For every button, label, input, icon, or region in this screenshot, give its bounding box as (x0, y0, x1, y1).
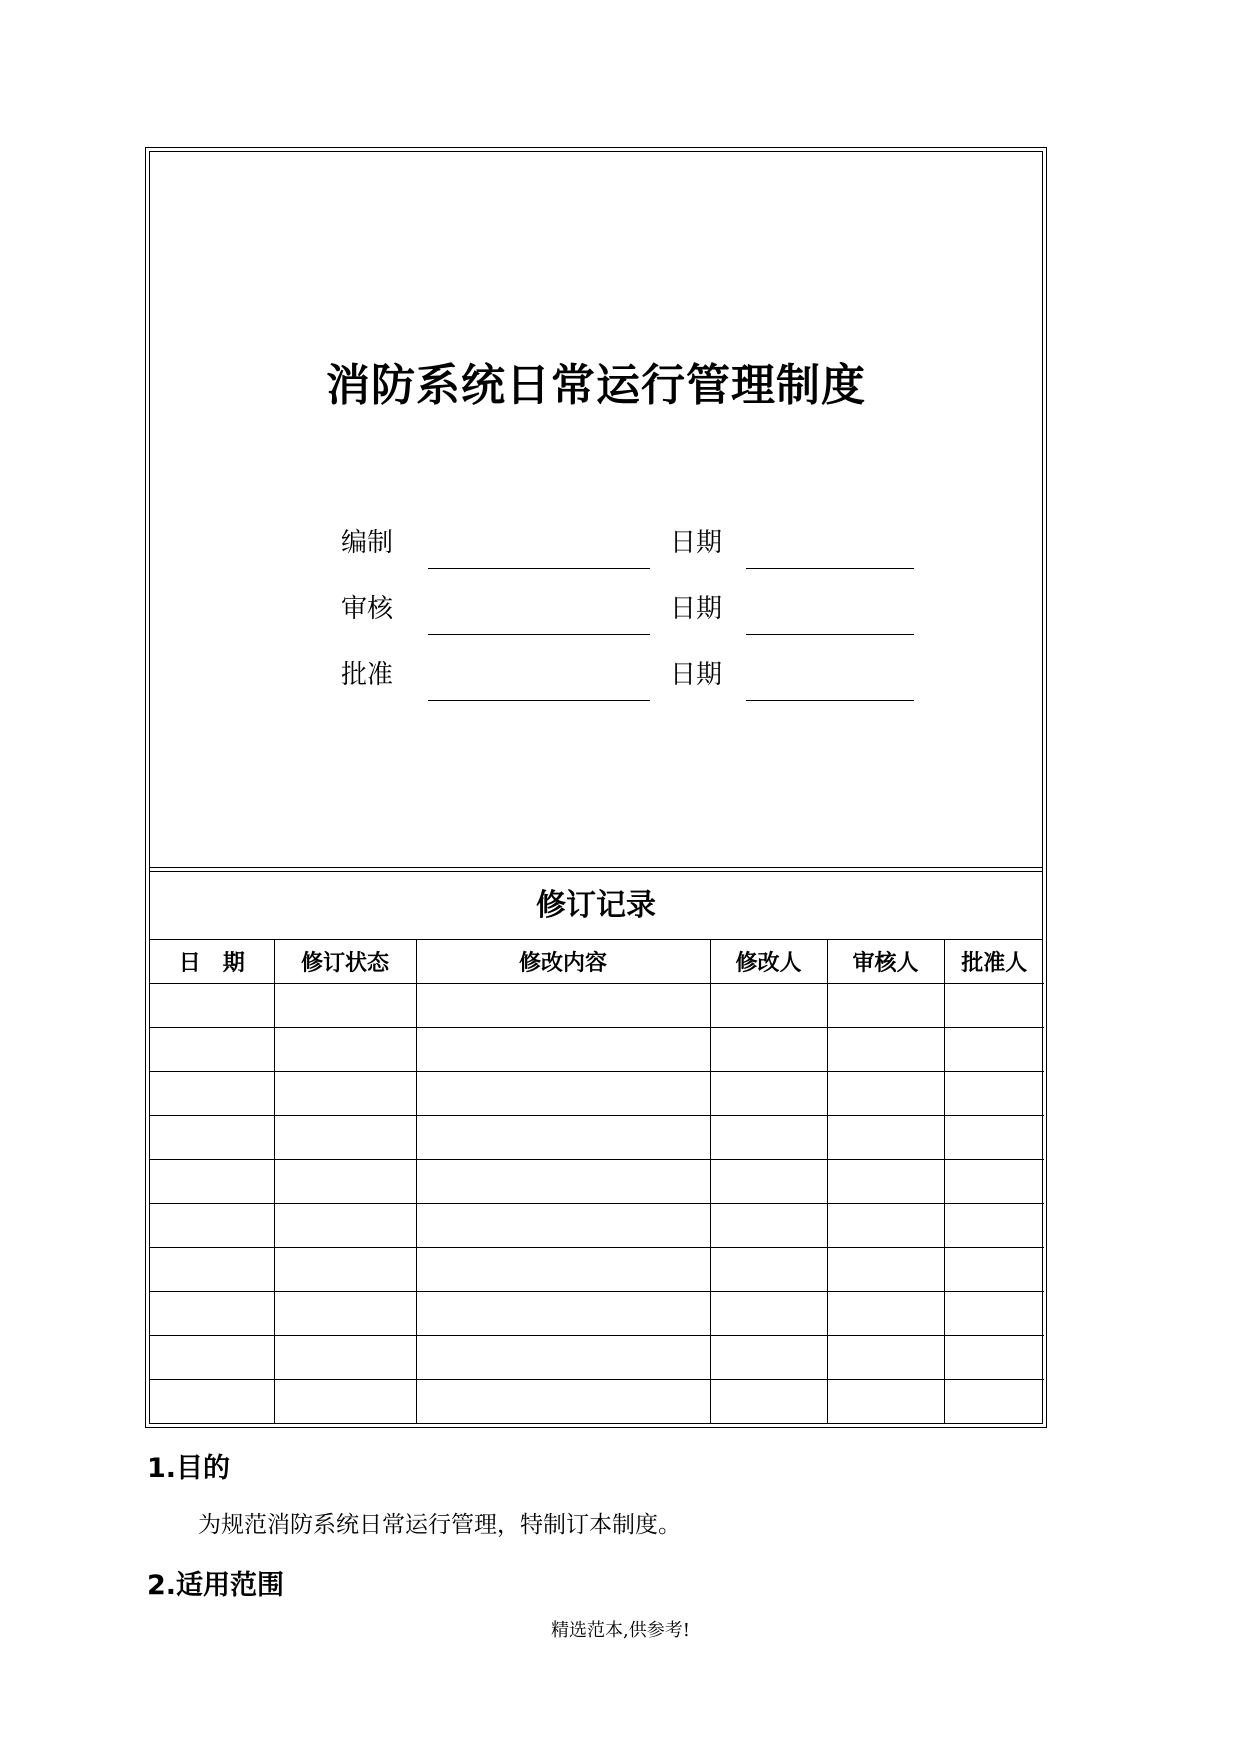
table-cell[interactable] (710, 1291, 827, 1335)
cover-section (150, 152, 1042, 868)
table-cell[interactable] (827, 983, 944, 1027)
date-label: 日期 (670, 594, 723, 624)
table-cell[interactable] (827, 1203, 944, 1247)
column-header-date: 日 期 (150, 940, 274, 983)
revision-table-body (150, 983, 1044, 1423)
document-title: 消防系统日常运行管理制度 (326, 360, 866, 411)
table-cell[interactable] (274, 1159, 416, 1203)
table-cell[interactable] (710, 1159, 827, 1203)
section-heading-scope: 2.适用范围 (147, 1570, 285, 1601)
table-cell[interactable] (416, 1379, 710, 1423)
date-label: 日期 (670, 660, 723, 690)
table-header-row (150, 940, 1044, 983)
table-cell[interactable] (416, 1115, 710, 1159)
table-cell[interactable] (150, 1159, 274, 1203)
table-cell[interactable] (827, 1115, 944, 1159)
table-cell[interactable] (944, 1115, 1044, 1159)
signature-label: 审核 (341, 594, 394, 624)
table-row (150, 1291, 1044, 1335)
signature-label: 批准 (341, 660, 394, 690)
table-cell[interactable] (150, 1027, 274, 1071)
table-cell[interactable] (274, 1203, 416, 1247)
date-label: 日期 (670, 528, 723, 558)
revision-table (150, 940, 1044, 1423)
column-header-reviewer: 审核人 (827, 940, 944, 983)
table-cell[interactable] (710, 1027, 827, 1071)
table-cell[interactable] (827, 1291, 944, 1335)
table-cell[interactable] (416, 1203, 710, 1247)
column-header-content: 修改内容 (416, 940, 710, 983)
table-cell[interactable] (150, 1115, 274, 1159)
table-cell[interactable] (274, 1071, 416, 1115)
date-line[interactable] (746, 634, 914, 635)
table-cell[interactable] (827, 1027, 944, 1071)
date-line[interactable] (746, 568, 914, 569)
table-cell[interactable] (944, 983, 1044, 1027)
date-line[interactable] (746, 700, 914, 701)
document-frame-inner (149, 151, 1043, 1424)
table-cell[interactable] (710, 1115, 827, 1159)
table-cell[interactable] (944, 1247, 1044, 1291)
revision-record-title: 修订记录 (150, 872, 1042, 940)
table-cell[interactable] (274, 1335, 416, 1379)
table-cell[interactable] (150, 1291, 274, 1335)
section-paragraph-purpose: 为规范消防系统日常运行管理，特制订本制度。 (198, 1512, 681, 1538)
column-header-status: 修订状态 (274, 940, 416, 983)
table-cell[interactable] (150, 1247, 274, 1291)
table-cell[interactable] (416, 1027, 710, 1071)
table-row (150, 1335, 1044, 1379)
table-cell[interactable] (274, 1115, 416, 1159)
table-row (150, 1115, 1044, 1159)
section-heading-purpose: 1.目的 (147, 1453, 231, 1484)
table-cell[interactable] (416, 1335, 710, 1379)
table-cell[interactable] (827, 1335, 944, 1379)
table-cell[interactable] (710, 983, 827, 1027)
table-cell[interactable] (416, 1159, 710, 1203)
table-cell[interactable] (944, 1203, 1044, 1247)
signature-row-review (150, 588, 1042, 648)
table-cell[interactable] (710, 1203, 827, 1247)
table-row (150, 1159, 1044, 1203)
table-cell[interactable] (150, 1335, 274, 1379)
table-cell[interactable] (150, 983, 274, 1027)
table-cell[interactable] (274, 1027, 416, 1071)
signature-line[interactable] (428, 700, 650, 701)
table-cell[interactable] (944, 1291, 1044, 1335)
table-row (150, 1071, 1044, 1115)
table-cell[interactable] (274, 1291, 416, 1335)
table-cell[interactable] (827, 1379, 944, 1423)
table-cell[interactable] (827, 1159, 944, 1203)
table-cell[interactable] (150, 1071, 274, 1115)
table-cell[interactable] (710, 1247, 827, 1291)
signature-label: 编制 (341, 528, 394, 558)
table-cell[interactable] (416, 1247, 710, 1291)
column-header-modifier: 修改人 (710, 940, 827, 983)
table-row (150, 1203, 1044, 1247)
table-cell[interactable] (150, 1203, 274, 1247)
page-footer: 精选范本,供参考! (551, 1620, 690, 1641)
table-cell[interactable] (274, 1247, 416, 1291)
column-header-approver: 批准人 (944, 940, 1044, 983)
table-cell[interactable] (944, 1027, 1044, 1071)
table-cell[interactable] (274, 1379, 416, 1423)
table-cell[interactable] (944, 1335, 1044, 1379)
table-row (150, 1379, 1044, 1423)
table-cell[interactable] (710, 1335, 827, 1379)
table-cell[interactable] (944, 1071, 1044, 1115)
table-cell[interactable] (827, 1071, 944, 1115)
table-cell[interactable] (416, 1071, 710, 1115)
signature-row-approve (150, 654, 1042, 714)
signature-line[interactable] (428, 568, 650, 569)
table-row (150, 1247, 1044, 1291)
signature-line[interactable] (428, 634, 650, 635)
document-frame (145, 147, 1047, 1428)
table-cell[interactable] (416, 1291, 710, 1335)
table-cell[interactable] (274, 983, 416, 1027)
table-cell[interactable] (827, 1247, 944, 1291)
signature-row-compile (150, 522, 1042, 582)
table-cell[interactable] (944, 1379, 1044, 1423)
table-cell[interactable] (150, 1379, 274, 1423)
table-cell[interactable] (710, 1071, 827, 1115)
table-cell[interactable] (710, 1379, 827, 1423)
table-row (150, 983, 1044, 1027)
table-row (150, 1027, 1044, 1071)
revision-record-section (150, 871, 1042, 1423)
table-cell[interactable] (944, 1159, 1044, 1203)
table-cell[interactable] (416, 983, 710, 1027)
